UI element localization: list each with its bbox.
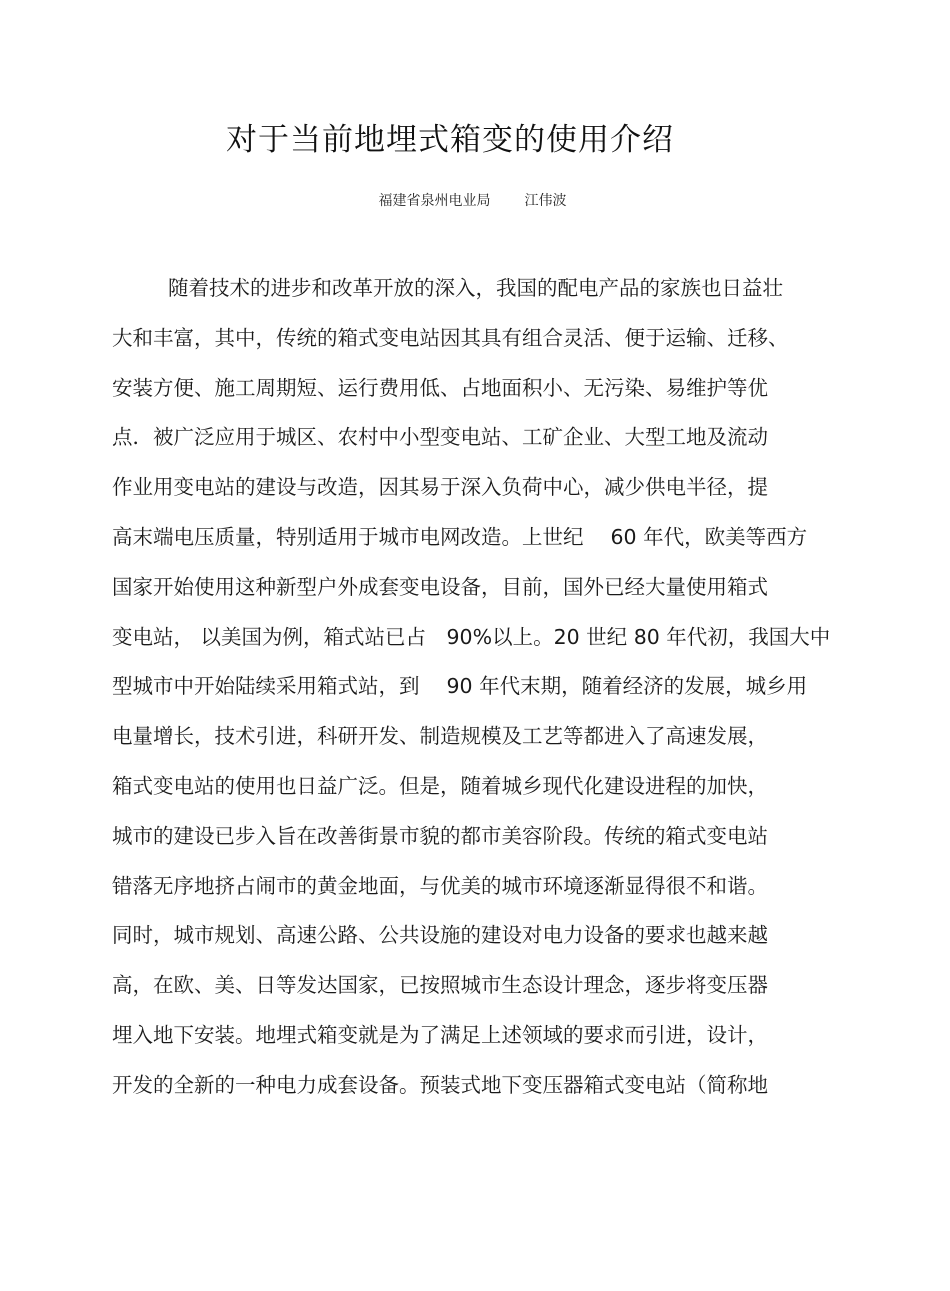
paragraph-line: 城市的建设已步入旨在改善街景市貌的都市美容阶段。传统的箱式变电站 xyxy=(112,823,768,848)
paragraph-line: 同时，城市规划、高速公路、公共设施的建设对电力设备的要求也越来越 xyxy=(112,923,768,948)
paragraph-line: 开发的全新的一种电力成套设备。预装式地下变压器箱式变电站（简称地 xyxy=(112,1072,768,1097)
paragraph-line: 变电站， 以美国为例，箱式站已占 90%以上。20 世纪 80 年代初，我国大中 xyxy=(112,624,831,649)
paragraph-line: 作业用变电站的建设与改造，因其易于深入负荷中心，减少供电半径，提 xyxy=(112,475,768,500)
paragraph-line: 国家开始使用这种新型户外成套变电设备，目前，国外已经大量使用箱式 xyxy=(112,574,768,599)
author-organization: 福建省泉州电业局 xyxy=(378,193,491,209)
paragraph-line: 埋入地下安装。地埋式箱变就是为了满足上述领域的要求而引进，设计， xyxy=(112,1022,768,1047)
body-paragraph xyxy=(112,269,842,1116)
paragraph-line: 点．被广泛应用于城区、农村中小型变电站、工矿企业、大型工地及流动 xyxy=(112,425,768,450)
paragraph-line: 错落无序地挤占闹市的黄金地面，与优美的城市环境逐渐显得很不和谐。 xyxy=(112,873,768,898)
paragraph-line: 高末端电压质量，特别适用于城市电网改造。上世纪 60 年代，欧美等西方 xyxy=(112,524,808,549)
paragraph-line: 箱式变电站的使用也日益广泛。但是，随着城乡现代化建设进程的加快， xyxy=(112,773,768,798)
byline xyxy=(0,190,945,212)
paragraph-line: 高，在欧、美、日等发达国家，已按照城市生态设计理念，逐步将变压器 xyxy=(112,973,768,998)
author-name: 江伟波 xyxy=(524,193,567,209)
paragraph-line: 随着技术的进步和改革开放的深入，我国的配电产品的家族也日益壮 xyxy=(168,276,783,300)
document-title: 对于当前地埋式箱变的使用介绍 xyxy=(226,122,674,158)
paragraph-line: 型城市中开始陆续采用箱式站，到 90 年代末期，随着经济的发展，城乡用 xyxy=(112,674,808,699)
paragraph-line: 电量增长，技术引进，科研开发、制造规模及工艺等都进入了高速发展， xyxy=(112,724,768,749)
paragraph-line: 大和丰富，其中，传统的箱式变电站因其具有组合灵活、便于运输、迁移、 xyxy=(112,325,789,350)
paragraph-line: 安装方便、施工周期短、运行费用低、占地面积小、无污染、易维护等优 xyxy=(112,375,768,400)
